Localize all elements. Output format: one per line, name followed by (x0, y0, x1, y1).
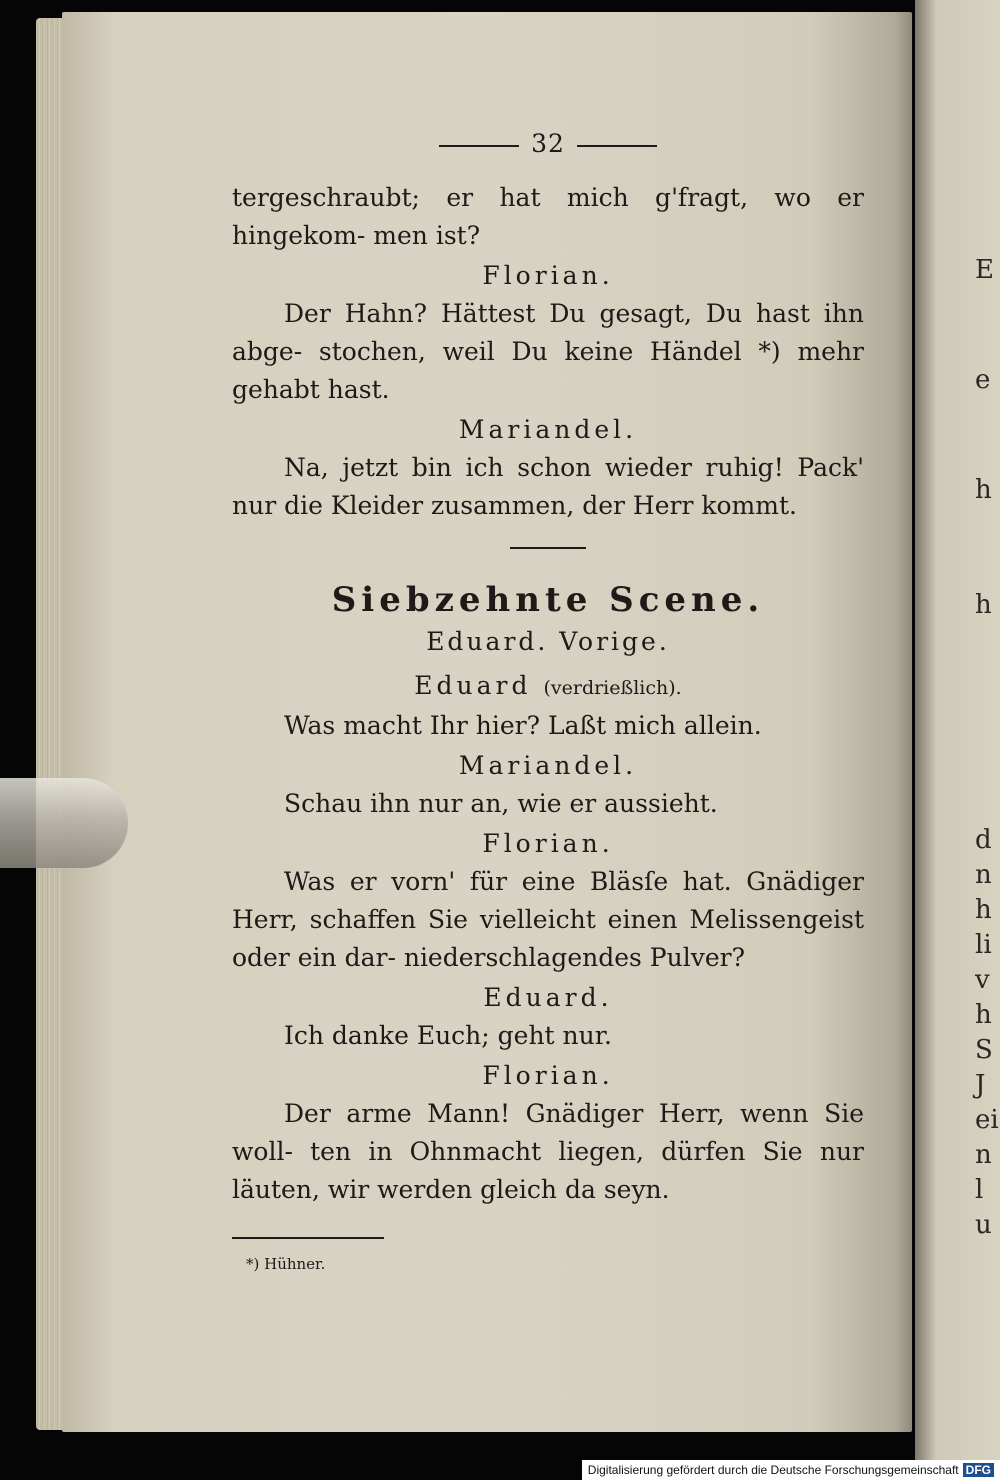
speaker-name: Eduard. (483, 983, 613, 1012)
scene-title: Siebzehnte Scene. (331, 580, 765, 620)
scene-divider (510, 547, 586, 549)
footer-text: Digitalisierung gefördert durch die Deutsche Forschungsgemeinschaft (587, 1463, 959, 1477)
text-after-scene (232, 707, 864, 1209)
facing-page-fragment: ei (975, 1105, 999, 1135)
facing-page-fragment: d (975, 825, 992, 855)
facing-page-fragment: S (975, 1035, 993, 1065)
facing-page (915, 0, 1000, 1480)
facing-page-fragment: n (975, 1140, 992, 1170)
page-text (232, 125, 864, 1283)
page-clip (0, 778, 128, 868)
paragraph: Na, jetzt bin ich schon wieder ruhig! Pack' nur die Kleider zusammen, der Herr kommt. (232, 453, 864, 520)
stage-direction: (verdrießlich). (543, 677, 682, 699)
facing-page-fragment: l (975, 1175, 984, 1205)
facing-page-fragment: u (975, 1210, 992, 1240)
paragraph: Was macht Ihr hier? Laßt mich allein. (284, 711, 762, 740)
facing-page-fragment: li (975, 930, 992, 960)
speaker-name: Mariandel. (458, 415, 638, 444)
footer-bar (582, 1460, 1000, 1480)
facing-page-fragment: E (975, 255, 994, 285)
speaker-name: Florian. (482, 1061, 614, 1090)
dfg-logo: DFG (963, 1463, 994, 1477)
footnote: *) Hühner. (246, 1255, 326, 1273)
paragraph: Was er vorn' für eine Bläsſe hat. Gnädiger Herr, schaffen Sie vielleicht einen Melissengeist oder ein dar- niederschlagendes Pulver? (232, 867, 864, 972)
speaker-name-text: Eduard (414, 671, 532, 700)
page-number: 32 (531, 129, 565, 158)
facing-page-fragment: h (975, 895, 992, 925)
paragraph: Ich danke Euch; geht nur. (284, 1021, 612, 1050)
footnote-rule (232, 1237, 384, 1239)
facing-page-fragment: h (975, 475, 992, 505)
facing-page-fragment: J (975, 1070, 986, 1100)
header-rule-right (577, 145, 657, 147)
facing-page-fragment: n (975, 860, 992, 890)
speaker-name: Florian. (482, 261, 614, 290)
speaker-name (232, 667, 864, 707)
facing-page-fragment: h (975, 1000, 992, 1030)
paragraph: tergeschraubt; er hat mich g'fragt, wo er hingekom- men ist? (232, 183, 864, 250)
scene-characters: Eduard. Vorige. (426, 627, 670, 656)
page-header (232, 125, 864, 163)
facing-page-fragment: h (975, 590, 992, 620)
facing-page-fragment: e (975, 365, 991, 395)
paragraph: Schau ihn nur an, wie er aussieht. (284, 789, 718, 818)
facing-page-fragment: v (975, 965, 990, 995)
speaker-name: Florian. (482, 829, 614, 858)
paragraph: Der Hahn? Hättest Du gesagt, Du hast ihn abge- stochen, weil Du keine Händel *) mehr gehabt hast. (232, 299, 864, 404)
speaker-name: Mariandel. (458, 751, 638, 780)
text-before-scene (232, 179, 864, 525)
paragraph: Der arme Mann! Gnädiger Herr, wenn Sie woll- ten in Ohnmacht liegen, dürfen Sie nur läuten, wir werden gleich da seyn. (232, 1099, 864, 1204)
header-rule-left (439, 145, 519, 147)
